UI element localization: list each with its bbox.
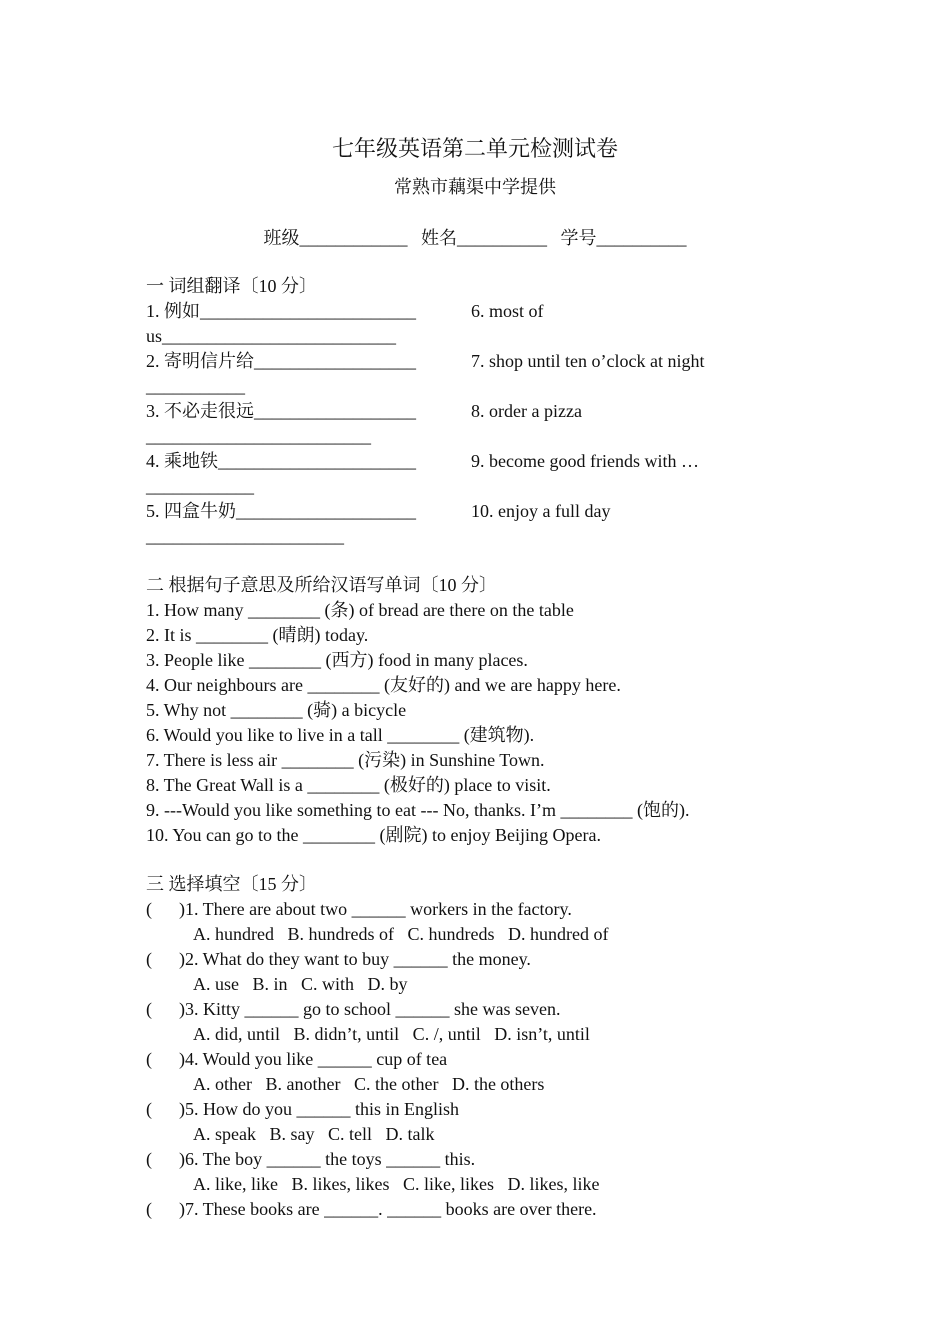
- question-options: A. hundred B. hundreds of C. hundreds D. hundred of: [193, 924, 609, 944]
- question-options: A. did, until B. didn’t, until C. /, until D. isn’t, until: [193, 1024, 590, 1044]
- section2-item: 9. ---Would you like something to eat --- No, thanks. I’m ________ (饱的).: [146, 800, 690, 820]
- section1-left-line: 5. 四盒牛奶____________________: [146, 501, 416, 521]
- section2-item: 4. Our neighbours are ________ (友好的) and we are happy here.: [146, 675, 621, 695]
- section1-left-line: _________________________: [146, 426, 371, 446]
- question-line: ( )2. What do they want to buy ______ the money.: [146, 949, 531, 969]
- section1-left-line: 2. 寄明信片给__________________: [146, 351, 416, 371]
- section1-right-item: 9. become good friends with …: [471, 451, 699, 471]
- section1-left-line: ______________________: [146, 526, 344, 546]
- section1-left-line: 1. 例如________________________: [146, 301, 416, 321]
- question-line: ( )5. How do you ______ this in English: [146, 1099, 459, 1119]
- section2-item: 2. It is ________ (晴朗) today.: [146, 625, 369, 645]
- section1-right-item: 6. most of: [471, 301, 544, 321]
- section1-left-line: 3. 不必走很远__________________: [146, 401, 416, 421]
- section2-item: 10. You can go to the ________ (剧院) to enjoy Beijing Opera.: [146, 825, 601, 845]
- section3-heading: 三 选择填空〔15 分〕: [146, 874, 317, 894]
- section2-heading: 二 根据句子意思及所给汉语写单词〔10 分〕: [146, 575, 497, 595]
- question-options: A. other B. another C. the other D. the others: [193, 1074, 545, 1094]
- question-line: ( )3. Kitty ______ go to school ______ she was seven.: [146, 999, 561, 1019]
- section2-item: 6. Would you like to live in a tall ________ (建筑物).: [146, 725, 535, 745]
- question-line: ( )4. Would you like ______ cup of tea: [146, 1049, 448, 1069]
- page-subtitle: 常熟市藕渠中学提供: [394, 177, 556, 197]
- question-options: A. like, like B. likes, likes C. like, likes D. likes, like: [193, 1174, 600, 1194]
- section1-left-line: ___________: [146, 376, 245, 396]
- section2-item: 3. People like ________ (西方) food in many places.: [146, 650, 528, 670]
- question-line: ( )7. These books are ______. ______ books are over there.: [146, 1199, 597, 1219]
- section2-item: 8. The Great Wall is a ________ (极好的) place to visit.: [146, 775, 551, 795]
- section1-right-item: 7. shop until ten o’clock at night: [471, 351, 705, 371]
- question-line: ( )1. There are about two ______ workers in the factory.: [146, 899, 572, 919]
- section1-right-item: 10. enjoy a full day: [471, 501, 611, 521]
- section1-left-line: ____________: [146, 476, 254, 496]
- page-title: 七年级英语第二单元检测试卷: [331, 136, 618, 161]
- section1-heading: 一 词组翻译〔10 分〕: [146, 276, 317, 296]
- section2-item: 7. There is less air ________ (污染) in Sunshine Town.: [146, 750, 545, 770]
- section2-item: 1. How many ________ (条) of bread are there on the table: [146, 600, 574, 620]
- section2-item: 5. Why not ________ (骑) a bicycle: [146, 700, 407, 720]
- question-line: ( )6. The boy ______ the toys ______ this.: [146, 1149, 476, 1169]
- question-options: A. speak B. say C. tell D. talk: [193, 1124, 435, 1144]
- section1-left-line: us__________________________: [146, 326, 397, 346]
- section1-left-line: 4. 乘地铁______________________: [146, 451, 416, 471]
- student-info-fields: 班级____________ 姓名__________ 学号__________: [263, 228, 687, 248]
- question-options: A. use B. in C. with D. by: [193, 974, 408, 994]
- section1-right-item: 8. order a pizza: [471, 401, 582, 421]
